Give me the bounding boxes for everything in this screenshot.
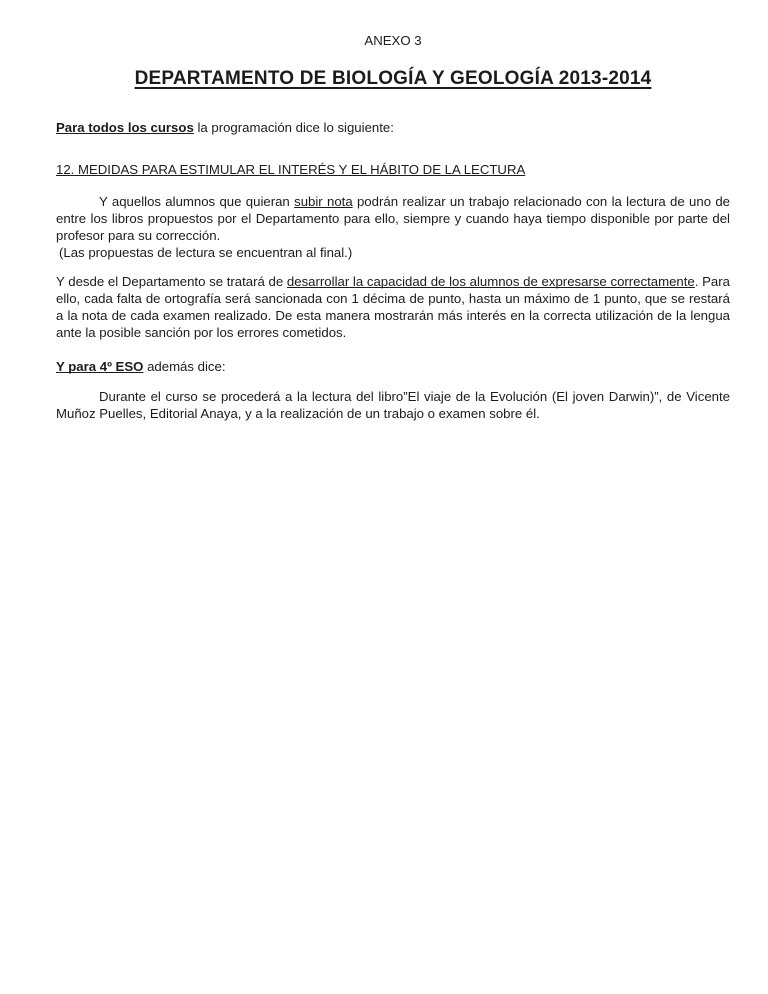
reading-paragraph: [56, 193, 730, 244]
eso-line: [56, 358, 730, 375]
spelling-text-after: . Para ello, cada falta de ortografía será sancionada con 1 décima de punto, hasta un máximo de 1 punto, que se restará a la nota de cada examen realizado. De esta manera mostrarán más interés en la correcta utilización de la lengua ante la posible sanción por los errores cometidos.: [56, 274, 730, 340]
eso-bold-underlined: Y para 4º ESO: [56, 359, 144, 374]
darwin-paragraph: Durante el curso se procederá a la lectura del libro”El viaje de la Evolución (El joven Darwin)”, de Vicente Muñoz Puelles, Editorial Anaya, y a la realización de un trabajo o examen sobre él.: [56, 389, 730, 421]
reading-text-before: Y aquellos alumnos que quieran: [99, 194, 295, 209]
document-title: DEPARTAMENTO DE BIOLOGÍA Y GEOLOGÍA 2013-2014: [134, 68, 652, 89]
spelling-underlined-phrase: desarrollar la capacidad de los alumnos de expresarse correctamente: [286, 274, 695, 289]
annex-label: ANEXO 3: [364, 33, 422, 48]
reading-note: (Las propuestas de lectura se encuentran al final.): [59, 245, 353, 260]
section-heading: 12. MEDIDAS PARA ESTIMULAR EL INTERÉS Y EL HÁBITO DE LA LECTURA: [56, 162, 526, 177]
intro-bold-underlined: Para todos los cursos: [56, 120, 194, 135]
spelling-paragraph: [56, 273, 730, 341]
spelling-text-before: Y desde el Departamento se tratará de: [56, 274, 287, 289]
eso-text: además dice:: [143, 359, 226, 374]
intro-text: la programación dice lo siguiente:: [193, 120, 394, 135]
reading-text-after: podrán realizar un trabajo relacionado con la lectura de uno de entre los libros propuestos por el Departamento para ello, siempre y cuando haya tiempo disponible por parte del profesor para su corrección.: [56, 194, 731, 243]
intro-line: [56, 119, 730, 136]
reading-underlined-phrase: subir nota: [294, 194, 353, 209]
